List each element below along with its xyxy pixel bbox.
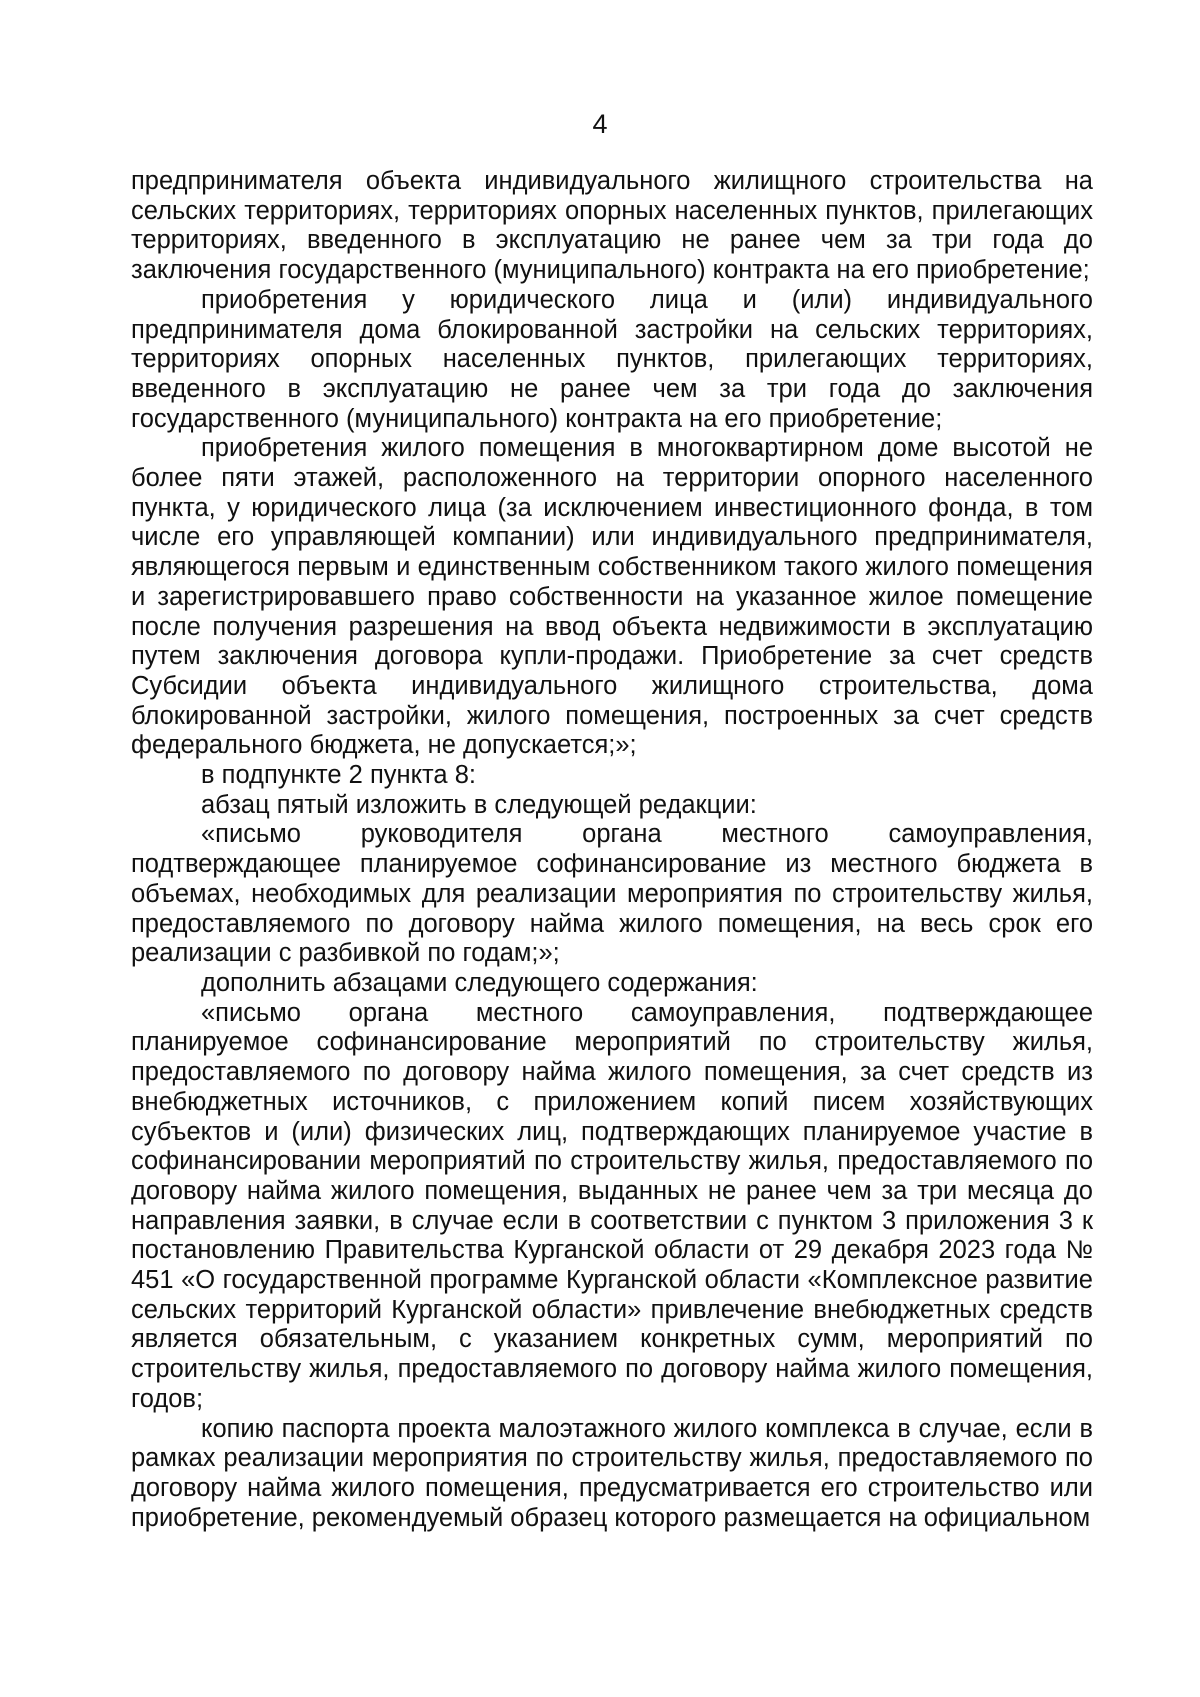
paragraph: приобретения у юридического лица и (или) индивидуального предпринимателя дома блокированной застройки на сельских территориях, территориях опорных населенных пунктов, прилегающих территориях, введенного в эксплуатацию не ранее чем за три года до заключения государственного (муниципального) контракта на его приобретение;	[131, 285, 1093, 433]
paragraph: приобретения жилого помещения в многоквартирном доме высотой не более пяти этажей, расположенного на территории опорного населенного пункта, у юридического лица (за исключением инвестиционного фонда, в том числе его управляющей компании) или индивидуального предпринимателя, являющегося первым и единственным собственником такого жилого помещения и зарегистрировавшего право собственности на указанное жилое помещение после получения разрешения на ввод объекта недвижимости в эксплуатацию путем заключения договора купли-продажи. Приобретение за счет средств Субсидии объекта индивидуального жилищного строительства, дома блокированной застройки, жилого помещения, построенных за счет средств федерального бюджета, не допускается;»;	[131, 434, 1093, 760]
paragraph: дополнить абзацами следующего содержания:	[201, 968, 758, 997]
paragraph: копию паспорта проекта малоэтажного жилого комплекса в случае, если в рамках реализации мероприятия по строительству жилья, предоставляемого по договору найма жилого помещения, предусматривается его строительство или приобретение, рекомендуемый образец которого размещается на официальном	[131, 1414, 1093, 1532]
paragraph: абзац пятый изложить в следующей редакции:	[201, 790, 757, 819]
page-number: 4	[592, 109, 608, 139]
paragraph: «письмо органа местного самоуправления, подтверждающее планируемое софинансирование мероприятий по строительству жилья, предоставляемого по договору найма жилого помещения, за счет средств из внебюджетных источников, с приложением копий писем хозяйствующих субъектов и (или) физических лиц, подтверждающих планируемое участие в софинансировании мероприятий по строительству жилья, предоставляемого по договору найма жилого помещения, выданных не ранее чем за три месяца до направления заявки, в случае если в соответствии с пунктом 3 приложения 3 к постановлению Правительства Курганской области от 29 декабря 2023 года № 451 «О государственной программе Курганской области «Комплексное развитие сельских территорий Курганской области» привлечение внебюджетных средств является обязательным, с указанием конкретных сумм, мероприятий по строительству жилья, предоставляемого по договору найма жилого помещения, годов;	[131, 998, 1093, 1413]
paragraph: «письмо руководителя органа местного самоуправления, подтверждающее планируемое софинансирование из местного бюджета в объемах, необходимых для реализации мероприятия по строительству жилья, предоставляемого по договору найма жилого помещения, на весь срок его реализации с разбивкой по годам;»;	[131, 820, 1093, 968]
paragraph: предпринимателя объекта индивидуального жилищного строительства на сельских территориях, территориях опорных населенных пунктов, прилегающих территориях, введенного в эксплуатацию не ранее чем за три года до заключения государственного (муниципального) контракта на его приобретение;	[131, 167, 1093, 285]
paragraph: в подпункте 2 пункта 8:	[201, 761, 476, 790]
document-body	[131, 167, 1093, 1533]
